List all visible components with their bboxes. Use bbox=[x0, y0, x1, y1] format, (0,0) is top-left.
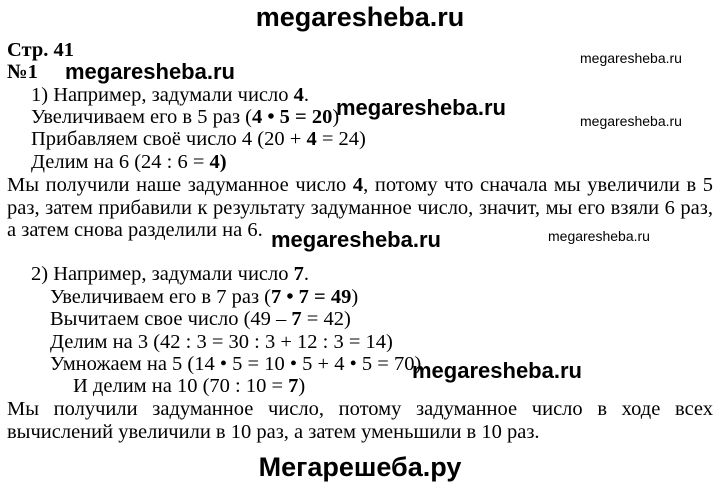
part2-explanation-line: Мы получили задуманное число, потому задуманное число в ходе всех bbox=[7, 398, 713, 420]
task-number: №1 bbox=[7, 61, 38, 83]
part2-explanation-line: вычислений увеличили в 10 раз, а затем уменьшили в 10 раз. bbox=[7, 420, 540, 443]
part2-line3: Вычитаем свое число (49 – 7 = 42) bbox=[50, 308, 351, 330]
page-number: Стр. 41 bbox=[7, 39, 75, 61]
watermark-top: megaresheba.ru bbox=[255, 2, 465, 32]
watermark-inline: megaresheba.ru bbox=[412, 358, 582, 383]
watermark-small: megaresheba.ru bbox=[548, 228, 650, 244]
part1-line1: 1) Например, задумали число 4. bbox=[31, 84, 310, 106]
part2-line1: 2) Например, задумали число 7. bbox=[31, 263, 310, 285]
part2-line2: Увеличиваем его в 7 раз (7 • 7 = 49) bbox=[50, 286, 359, 308]
part1-line2: Увеличиваем его в 5 раз (4 • 5 = 20) bbox=[31, 106, 340, 128]
part1-explanation bbox=[7, 174, 713, 242]
watermark-small: megaresheba.ru bbox=[580, 50, 682, 66]
part1-explanation-line: Мы получили наше задуманное число 4, потому что сначала мы увеличили в 5 bbox=[7, 174, 713, 196]
watermark-inline: megaresheba.ru bbox=[336, 95, 506, 120]
part2-line5: Умножаем на 5 (14 • 5 = 10 • 5 + 4 • 5 = 70) bbox=[50, 353, 422, 375]
watermark-inline: megaresheba.ru bbox=[271, 227, 441, 252]
part1-line4: Делим на 6 (24 : 6 = 4) bbox=[31, 151, 227, 173]
part2-line6: И делим на 10 (70 : 10 = 7) bbox=[73, 375, 306, 397]
part2-explanation bbox=[7, 398, 713, 443]
part2-line4: Делим на 3 (42 : 3 = 30 : 3 + 12 : 3 = 14) bbox=[50, 331, 393, 353]
part1-explanation-line: а затем снова разделили на 6. bbox=[7, 219, 263, 241]
part1-line3: Прибавляем своё число 4 (20 + 4 = 24) bbox=[31, 128, 366, 150]
part1-explanation-line: раз, затем прибавили к результату задуманное число, значит, мы его взяли 6 раз, bbox=[7, 196, 713, 219]
watermark-bottom: Мегарешеба.ру bbox=[258, 452, 462, 482]
watermark-inline: megaresheba.ru bbox=[65, 59, 235, 84]
watermark-small: megaresheba.ru bbox=[580, 113, 682, 129]
